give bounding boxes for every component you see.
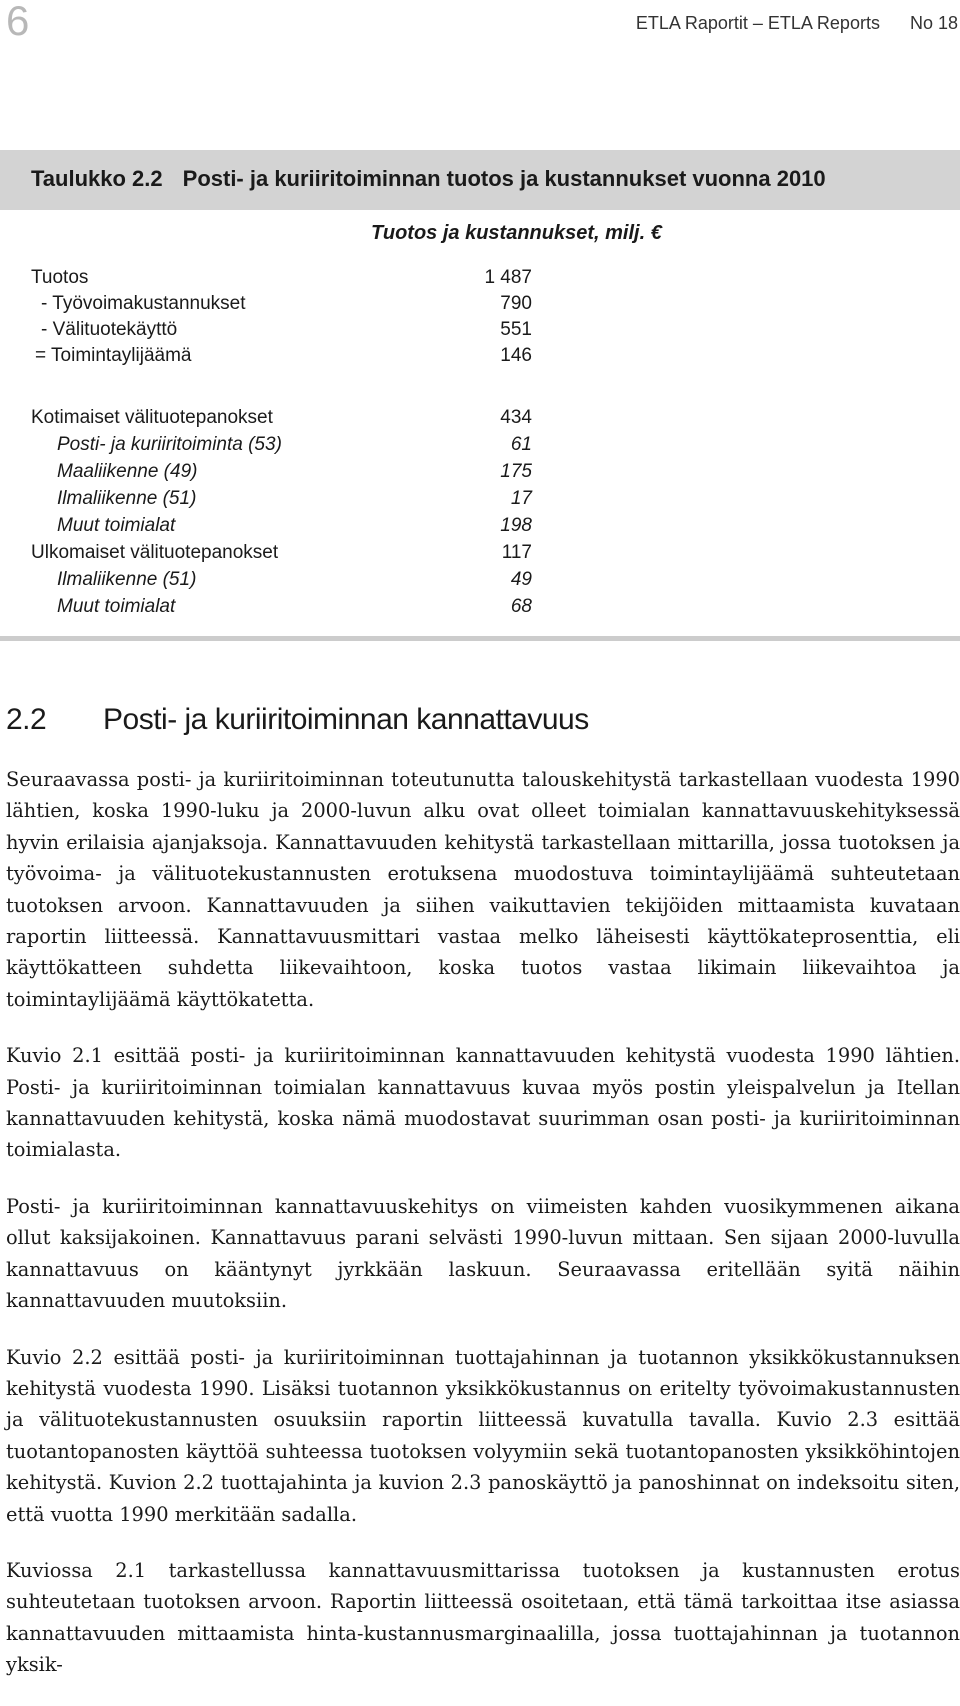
paragraph: Kuviossa 2.1 tarkastellussa kannattavuusmittarissa tuotoksen ja kustannusten erotus suhteutetaan tuotoksen arvoon. Raportin liitteessä osoitetaan, että tämä tarkoittaa itse asiassa kannattavuuden mittaamista hinta-kustannusmarginaalilla, jossa tuottajahinnan ja tuotannon yksik- bbox=[6, 1558, 960, 1677]
row-value: 175 bbox=[500, 461, 532, 482]
row-label: - Työvoimakustannukset bbox=[41, 293, 246, 314]
body-text bbox=[6, 764, 960, 1706]
table-caption: Posti- ja kuriiritoiminnan tuotos ja kustannukset vuonna 2010 bbox=[182, 166, 826, 191]
row-label: - Välituotekäyttö bbox=[41, 319, 178, 340]
paragraph: Seuraavassa posti- ja kuriiritoiminnan toteutunutta talouskehitystä tarkastellaan vuodesta 1990 lähtien, koska 1990-luku ja 2000-luvun alku ovat olleet toimialan kannattavuuskehityksessä hyvin erilaisia ajanjaksoja. Kannattavuuden kehitystä tarkastellaan mittarilla, jossa tuotoksen ja työvoima- ja välituotekustannusten erotuksena muodostuva toimintaylijäämä suhteutetaan tuotoksen arvoon. Kannattavuuden ja siihen vaikuttavien tekijöiden mittaamista kuvataan raportin liitteessä. Kannattavuusmittari vastaa melko läheisesti käyttökateprosenttia, eli käyttökatteen suhdetta liikevaihtoon, koska tuotos vastaa likimain liikevaihtoa ja toimintaylijäämä käyttökatetta. bbox=[6, 768, 960, 1011]
row-label: Ulkomaiset välituotepanokset bbox=[31, 542, 279, 563]
table-column-header: Tuotos ja kustannukset, milj. € bbox=[371, 222, 662, 244]
row-value: 1 487 bbox=[484, 267, 532, 288]
row-value: 68 bbox=[510, 596, 532, 617]
row-label: Maaliikenne (49) bbox=[57, 461, 198, 482]
row-value: 117 bbox=[501, 542, 532, 563]
row-label: Kotimaiset välituotepanokset bbox=[31, 407, 273, 428]
row-label: Muut toimialat bbox=[57, 596, 176, 617]
row-label: Tuotos bbox=[31, 267, 89, 288]
section-title: Posti- ja kuriiritoiminnan kannattavuus bbox=[103, 703, 589, 736]
paragraph: Posti- ja kuriiritoiminnan kannattavuuskehitys on viimeisten kahden vuosikymmenen aikana ollut kaksijakoinen. Kannattavuus parani selvästi 1990-luvun mittaan. Sen sijaan 2000-luvulla kannattavuus on kääntynyt jyrkkään laskuun. Seuraavassa eritellään syitä näihin kannattavuuden muutoksiin. bbox=[6, 1194, 960, 1313]
table-bottom-rule bbox=[0, 636, 960, 641]
series-title: ETLA Raportit – ETLA Reports bbox=[635, 13, 880, 33]
row-value: 198 bbox=[500, 515, 532, 536]
row-label: Posti- ja kuriiritoiminta (53) bbox=[57, 434, 282, 455]
section-heading bbox=[6, 703, 589, 737]
paragraph: Kuvio 2.2 esittää posti- ja kuriiritoiminnan tuottajahinnan ja tuotannon yksikkökustannuksen kehitystä vuodesta 1990. Lisäksi tuotannon yksikkökustannus on eritelty työvoimakustannusten ja välituotekustannusten osuuksiin raportin liitteessä kuvatulla tavalla. Kuvio 2.3 esittää tuotantopanosten käyttöä suhteessa tuotoksen volyymiin sekä tuotantopanosten yksikköhintojen kehitystä. Kuvion 2.2 tuottajahinta ja kuvion 2.3 panoskäyttö ja panoshinnat on indeksoitu siten, että vuotta 1990 merkitään sadalla. bbox=[6, 1345, 960, 1526]
row-label: = Toimintaylijäämä bbox=[35, 345, 192, 366]
row-value: 434 bbox=[500, 407, 532, 428]
paragraph: Kuvio 2.1 esittää posti- ja kuriiritoiminnan kannattavuuden kehitystä vuodesta 1990 lähtien. Posti- ja kuriiritoiminnan toimialan kannattavuus kuvaa myös postin yleispalvelun ja Itellan kannattavuuden kehitystä, koska nämä muodostavat suurimman osan posti- ja kuriiritoiminnan toimialasta. bbox=[6, 1044, 960, 1162]
row-value: 790 bbox=[500, 293, 532, 314]
row-value: 17 bbox=[510, 488, 532, 509]
running-header bbox=[636, 12, 958, 34]
page-number: 6 bbox=[6, 0, 30, 44]
row-label: Muut toimialat bbox=[57, 515, 176, 536]
table-title-bar bbox=[0, 150, 960, 210]
table-title bbox=[31, 166, 826, 192]
row-value: 146 bbox=[500, 345, 532, 366]
row-label: Ilmaliikenne (51) bbox=[57, 488, 197, 509]
issue-number: No 18 bbox=[909, 13, 958, 33]
table-label: Taulukko 2.2 bbox=[31, 166, 163, 191]
section-number: 2.2 bbox=[6, 703, 47, 736]
row-label: Ilmaliikenne (51) bbox=[57, 569, 197, 590]
row-value: 551 bbox=[500, 319, 532, 340]
row-value: 61 bbox=[510, 434, 532, 455]
row-value: 49 bbox=[510, 569, 532, 590]
